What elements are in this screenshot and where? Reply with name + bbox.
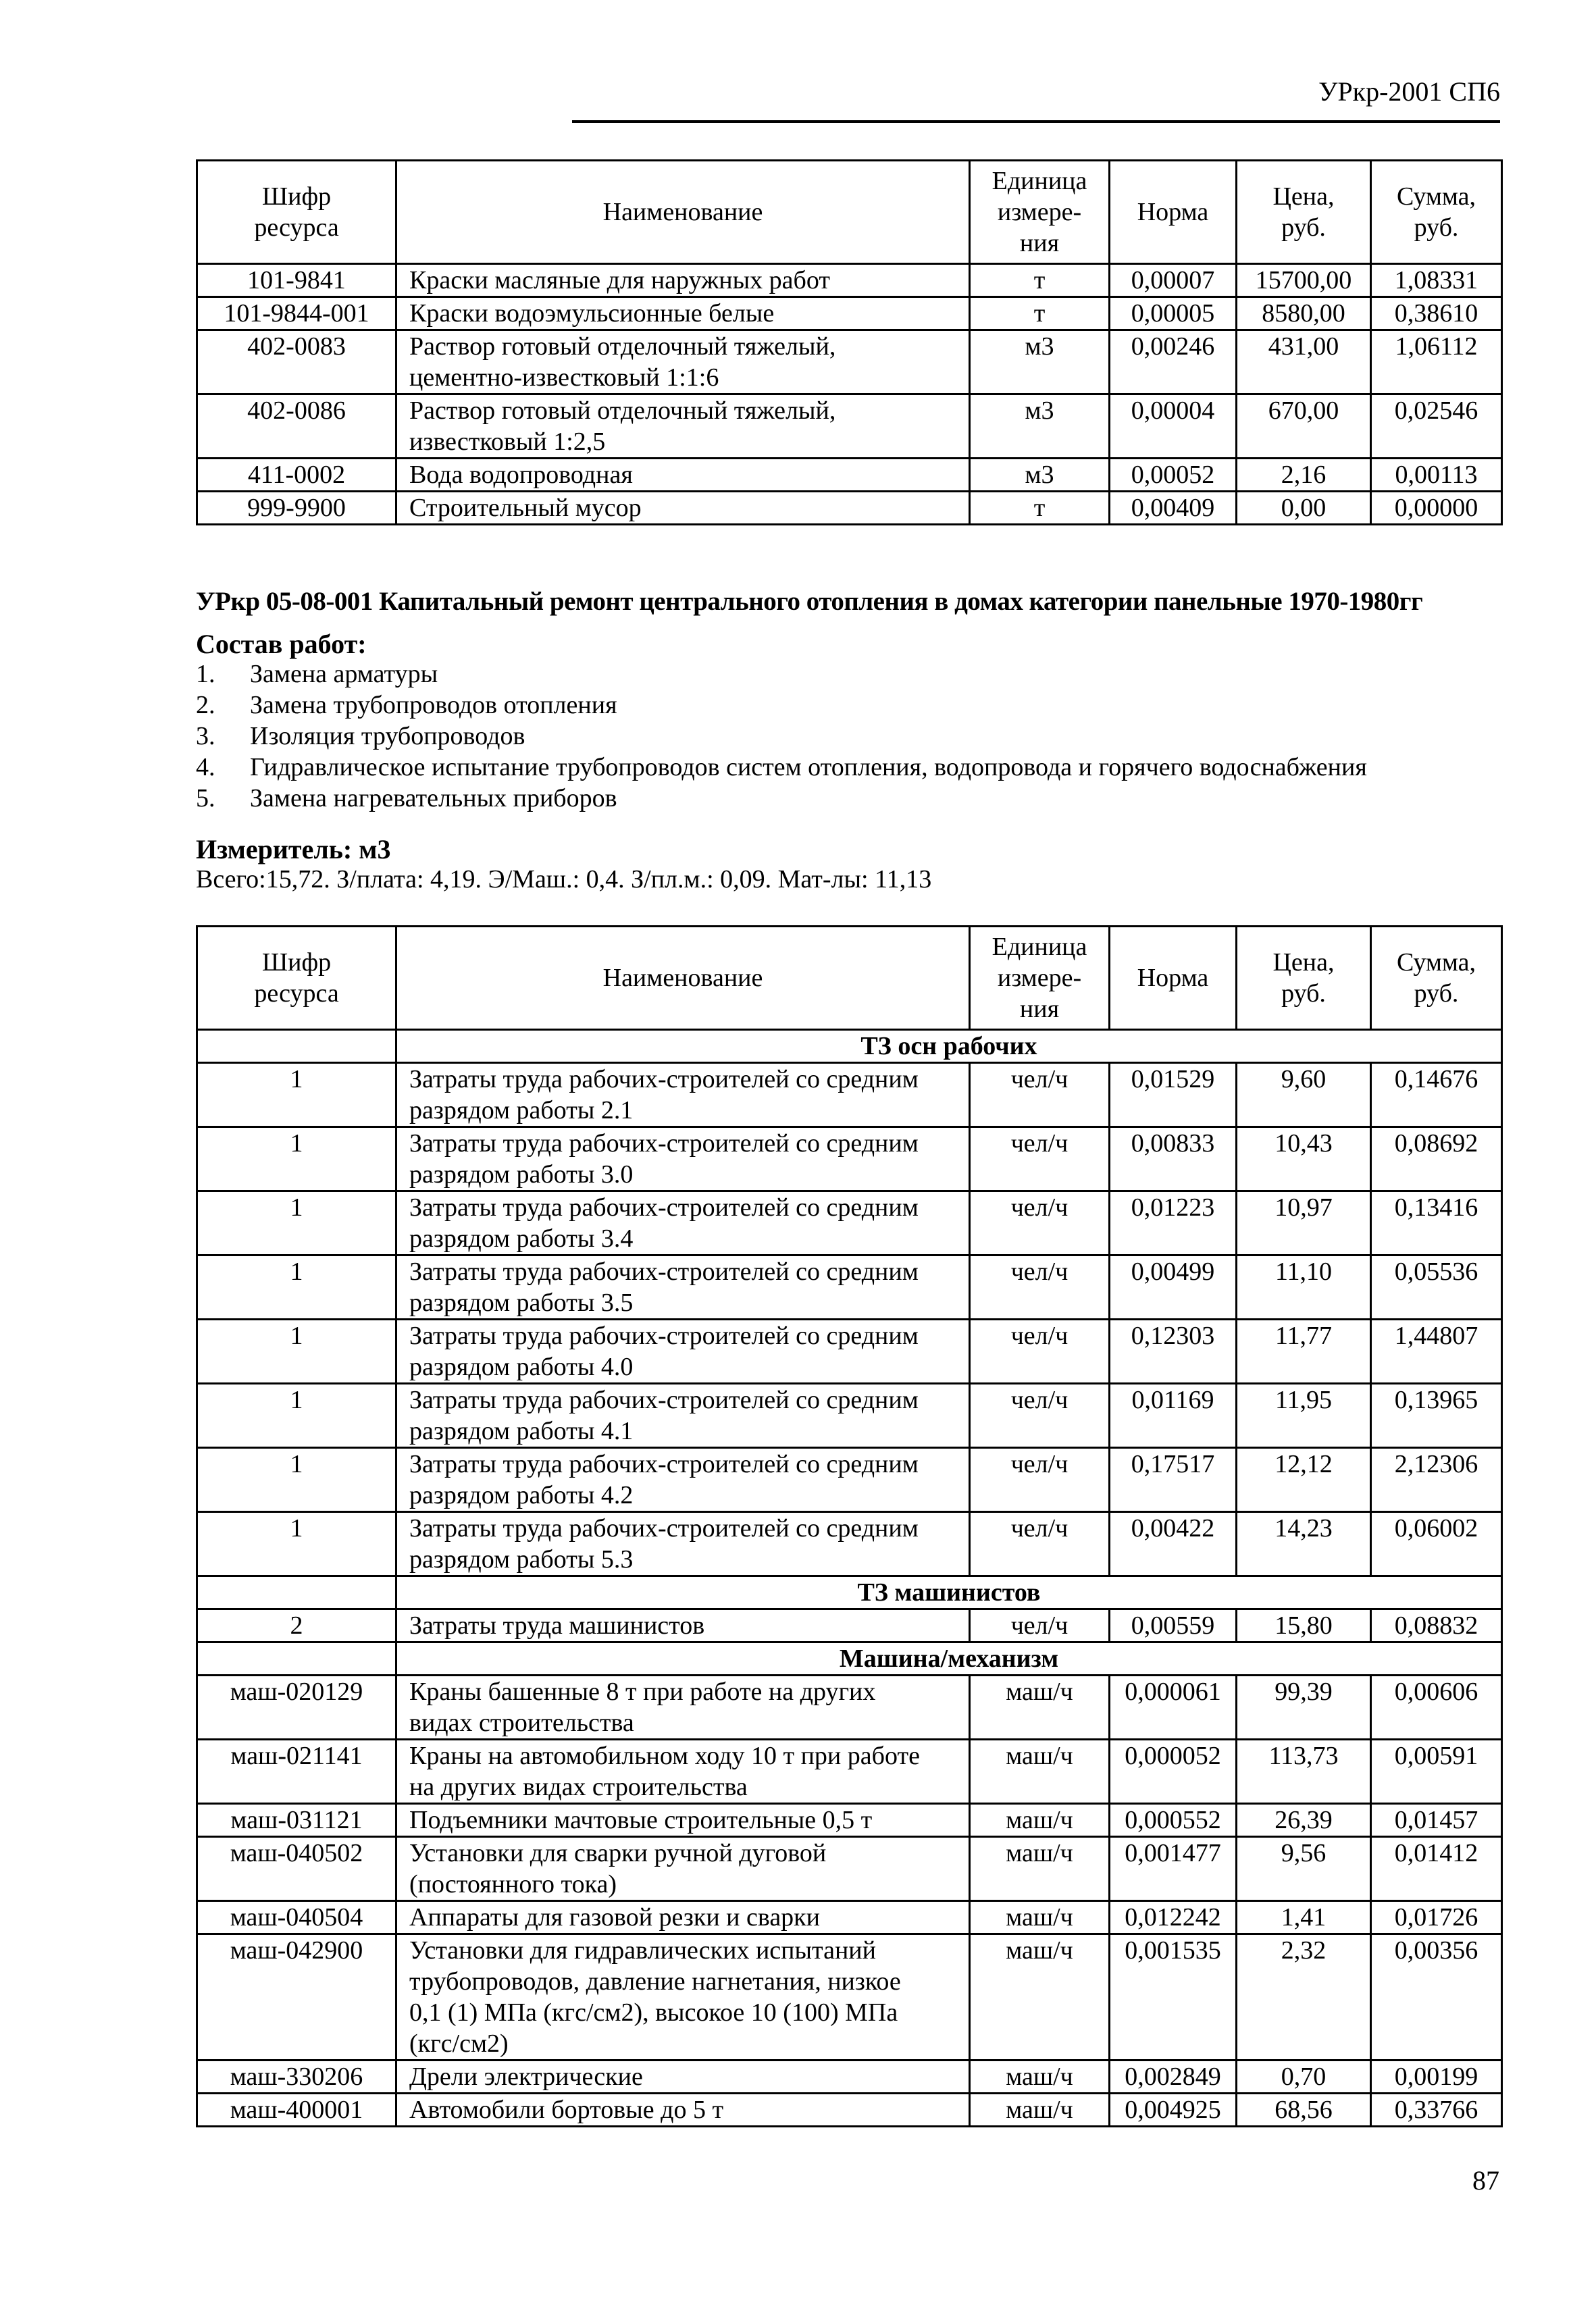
- cell-code: 1: [197, 1448, 396, 1512]
- cell-name: Раствор готовый отделочный тяжелый, цементно-известковый 1:1:6: [396, 330, 970, 394]
- cell-empty: [197, 1642, 396, 1676]
- cell-sum: 0,06002: [1371, 1512, 1502, 1576]
- cell-sum: 0,02546: [1371, 394, 1502, 459]
- cell-norm: 0,001535: [1110, 1934, 1237, 2061]
- work-item-number: 2.: [196, 691, 215, 719]
- column-header-norm: Норма: [1110, 161, 1237, 264]
- resources-table-body: [197, 1030, 1502, 2127]
- cell-unit: маш/ч: [970, 1901, 1110, 1934]
- cell-sum: 0,00199: [1371, 2061, 1502, 2094]
- section-title: УРкр 05-08-001 Капитальный ремонт центрального отопления в домах категории панельные 1970-1980гг: [196, 587, 1423, 616]
- table-row: [197, 1191, 1502, 1255]
- cell-sum: 0,33766: [1371, 2094, 1502, 2127]
- cell-code: маш-042900: [197, 1934, 396, 2061]
- cell-unit: т: [970, 297, 1110, 330]
- cell-norm: 0,12303: [1110, 1320, 1237, 1384]
- cell-unit: чел/ч: [970, 1320, 1110, 1384]
- cell-norm: 0,00004: [1110, 394, 1237, 459]
- table-row: [197, 1740, 1502, 1804]
- cell-code: маш-400001: [197, 2094, 396, 2127]
- cell-sum: 1,08331: [1371, 264, 1502, 297]
- cell-code: 2: [197, 1609, 396, 1642]
- cell-name: Краны башенные 8 т при работе на других видах строительства: [396, 1676, 970, 1740]
- work-item-text: Изоляция трубопроводов: [250, 722, 525, 750]
- cell-name: Затраты труда рабочих-строителей со средним разрядом работы 5.3: [396, 1512, 970, 1576]
- cell-sum: 0,05536: [1371, 1255, 1502, 1320]
- table-row: [197, 264, 1502, 297]
- cell-empty: [197, 1576, 396, 1609]
- cell-sum: 0,08692: [1371, 1127, 1502, 1191]
- work-item: [196, 721, 525, 751]
- work-item: [196, 752, 1367, 782]
- totals-line: Всего:15,72. З/плата: 4,19. Э/Маш.: 0,4. З/пл.м.: 0,09. Мат-лы: 11,13: [196, 865, 932, 893]
- cell-norm: 0,00005: [1110, 297, 1237, 330]
- cell-name: Установки для гидравлических испытаний трубопроводов, давление нагнетания, низкое 0,1 (1) МПа (кгс/см2), высокое 10 (100) МПа (кгс/см2): [396, 1934, 970, 2061]
- cell-price: 2,16: [1237, 459, 1371, 492]
- section-heading: Машина/механизм: [396, 1642, 1502, 1676]
- cell-unit: маш/ч: [970, 1676, 1110, 1740]
- cell-sum: 0,01726: [1371, 1901, 1502, 1934]
- cell-sum: 1,44807: [1371, 1320, 1502, 1384]
- table-row: [197, 330, 1502, 394]
- cell-norm: 0,01223: [1110, 1191, 1237, 1255]
- cell-price: 431,00: [1237, 330, 1371, 394]
- cell-unit: чел/ч: [970, 1191, 1110, 1255]
- cell-sum: 0,00591: [1371, 1740, 1502, 1804]
- materials-table-body: [197, 264, 1502, 525]
- cell-norm: 0,001477: [1110, 1837, 1237, 1901]
- cell-unit: маш/ч: [970, 1740, 1110, 1804]
- cell-norm: 0,00052: [1110, 459, 1237, 492]
- table-row: [197, 1320, 1502, 1384]
- column-header-price: Цена, руб.: [1237, 161, 1371, 264]
- cell-price: 11,77: [1237, 1320, 1371, 1384]
- table-row: [197, 1127, 1502, 1191]
- cell-sum: 0,00356: [1371, 1934, 1502, 2061]
- cell-unit: чел/ч: [970, 1063, 1110, 1127]
- cell-norm: 0,00007: [1110, 264, 1237, 297]
- header-rule: [572, 120, 1500, 123]
- cell-norm: 0,000061: [1110, 1676, 1237, 1740]
- cell-name: Краски водоэмульсионные белые: [396, 297, 970, 330]
- cell-price: 9,56: [1237, 1837, 1371, 1901]
- cell-name: Затраты труда рабочих-строителей со средним разрядом работы 4.1: [396, 1384, 970, 1448]
- meter-label: Измеритель: м3: [196, 834, 391, 864]
- cell-unit: т: [970, 492, 1110, 525]
- cell-code: 1: [197, 1320, 396, 1384]
- works-label: Состав работ:: [196, 629, 367, 659]
- cell-sum: 1,06112: [1371, 330, 1502, 394]
- cell-code: маш-040504: [197, 1901, 396, 1934]
- cell-unit: м3: [970, 330, 1110, 394]
- cell-norm: 0,00559: [1110, 1609, 1237, 1642]
- column-header-unit: Единица измере- ния: [970, 927, 1110, 1030]
- cell-name: Затраты труда рабочих-строителей со средним разрядом работы 4.2: [396, 1448, 970, 1512]
- cell-price: 1,41: [1237, 1901, 1371, 1934]
- column-header-name: Наименование: [396, 927, 970, 1030]
- cell-unit: т: [970, 264, 1110, 297]
- cell-unit: чел/ч: [970, 1255, 1110, 1320]
- cell-norm: 0,004925: [1110, 2094, 1237, 2127]
- table-row: [197, 1804, 1502, 1837]
- table-row: [197, 1384, 1502, 1448]
- cell-unit: маш/ч: [970, 1837, 1110, 1901]
- table-row: [197, 1837, 1502, 1901]
- cell-norm: 0,00422: [1110, 1512, 1237, 1576]
- cell-norm: 0,002849: [1110, 2061, 1237, 2094]
- table-row: [197, 1255, 1502, 1320]
- section-heading: ТЗ машинистов: [396, 1576, 1502, 1609]
- cell-unit: м3: [970, 394, 1110, 459]
- work-item-number: 1.: [196, 660, 215, 688]
- cell-unit: маш/ч: [970, 2061, 1110, 2094]
- cell-unit: маш/ч: [970, 1804, 1110, 1837]
- cell-sum: 0,08832: [1371, 1609, 1502, 1642]
- cell-code: 1: [197, 1063, 396, 1127]
- cell-name: Затраты труда рабочих-строителей со средним разрядом работы 4.0: [396, 1320, 970, 1384]
- cell-name: Подъемники мачтовые строительные 0,5 т: [396, 1804, 970, 1837]
- column-header-price: Цена, руб.: [1237, 927, 1371, 1030]
- cell-price: 15,80: [1237, 1609, 1371, 1642]
- column-header-sum: Сумма, руб.: [1371, 927, 1502, 1030]
- work-item-number: 5.: [196, 784, 215, 812]
- cell-price: 9,60: [1237, 1063, 1371, 1127]
- table-header-row: [197, 927, 1502, 1030]
- cell-name: Строительный мусор: [396, 492, 970, 525]
- cell-name: Затраты труда рабочих-строителей со средним разрядом работы 2.1: [396, 1063, 970, 1127]
- column-header-unit: Единица измере- ния: [970, 161, 1110, 264]
- cell-code: 101-9844-001: [197, 297, 396, 330]
- cell-norm: 0,17517: [1110, 1448, 1237, 1512]
- table-row: [197, 1901, 1502, 1934]
- table-row: [197, 297, 1502, 330]
- work-item-text: Замена трубопроводов отопления: [250, 691, 617, 719]
- work-item-text: Замена арматуры: [250, 660, 438, 688]
- column-header-code: Шифр ресурса: [197, 161, 396, 264]
- cell-sum: 0,00000: [1371, 492, 1502, 525]
- cell-norm: 0,000052: [1110, 1740, 1237, 1804]
- cell-sum: 0,13416: [1371, 1191, 1502, 1255]
- cell-name: Аппараты для газовой резки и сварки: [396, 1901, 970, 1934]
- cell-price: 11,95: [1237, 1384, 1371, 1448]
- cell-code: 1: [197, 1191, 396, 1255]
- column-header-norm: Норма: [1110, 927, 1237, 1030]
- cell-name: Краски масляные для наружных работ: [396, 264, 970, 297]
- section-row: [197, 1030, 1502, 1063]
- cell-name: Затраты труда рабочих-строителей со средним разрядом работы 3.5: [396, 1255, 970, 1320]
- cell-unit: чел/ч: [970, 1512, 1110, 1576]
- resources-table: [196, 925, 1503, 2127]
- table-row: [197, 2094, 1502, 2127]
- work-item: [196, 659, 438, 689]
- table-row: [197, 2061, 1502, 2094]
- cell-sum: 0,14676: [1371, 1063, 1502, 1127]
- table-row: [197, 1512, 1502, 1576]
- table-row: [197, 459, 1502, 492]
- cell-name: Затраты труда рабочих-строителей со средним разрядом работы 3.4: [396, 1191, 970, 1255]
- cell-code: маш-330206: [197, 2061, 396, 2094]
- column-header-sum: Сумма, руб.: [1371, 161, 1502, 264]
- cell-name: Установки для сварки ручной дуговой (постоянного тока): [396, 1837, 970, 1901]
- cell-price: 8580,00: [1237, 297, 1371, 330]
- cell-name: Затраты труда машинистов: [396, 1609, 970, 1642]
- cell-sum: 0,01457: [1371, 1804, 1502, 1837]
- cell-name: Вода водопроводная: [396, 459, 970, 492]
- cell-code: 999-9900: [197, 492, 396, 525]
- cell-norm: 0,01529: [1110, 1063, 1237, 1127]
- section-row: [197, 1576, 1502, 1609]
- cell-code: 402-0086: [197, 394, 396, 459]
- table-row: [197, 1676, 1502, 1740]
- cell-code: 411-0002: [197, 459, 396, 492]
- work-item: [196, 690, 617, 720]
- cell-sum: 0,38610: [1371, 297, 1502, 330]
- cell-unit: чел/ч: [970, 1609, 1110, 1642]
- cell-code: 402-0083: [197, 330, 396, 394]
- table-row: [197, 1934, 1502, 2061]
- section-row: [197, 1642, 1502, 1676]
- cell-price: 2,32: [1237, 1934, 1371, 2061]
- cell-name: Раствор готовый отделочный тяжелый, известковый 1:2,5: [396, 394, 970, 459]
- cell-price: 670,00: [1237, 394, 1371, 459]
- cell-price: 0,70: [1237, 2061, 1371, 2094]
- cell-price: 99,39: [1237, 1676, 1371, 1740]
- cell-unit: м3: [970, 459, 1110, 492]
- cell-name: Затраты труда рабочих-строителей со средним разрядом работы 3.0: [396, 1127, 970, 1191]
- cell-price: 113,73: [1237, 1740, 1371, 1804]
- cell-code: 101-9841: [197, 264, 396, 297]
- cell-unit: чел/ч: [970, 1127, 1110, 1191]
- table-header-row: [197, 161, 1502, 264]
- cell-code: маш-020129: [197, 1676, 396, 1740]
- cell-price: 26,39: [1237, 1804, 1371, 1837]
- cell-price: 14,23: [1237, 1512, 1371, 1576]
- document-code: УРкр-2001 СП6: [1318, 76, 1500, 107]
- cell-price: 15700,00: [1237, 264, 1371, 297]
- cell-code: маш-021141: [197, 1740, 396, 1804]
- work-item-text: Замена нагревательных приборов: [250, 784, 617, 812]
- cell-price: 68,56: [1237, 2094, 1371, 2127]
- work-item-number: 4.: [196, 753, 215, 781]
- cell-unit: маш/ч: [970, 2094, 1110, 2127]
- cell-unit: маш/ч: [970, 1934, 1110, 2061]
- cell-norm: 0,00499: [1110, 1255, 1237, 1320]
- cell-sum: 0,13965: [1371, 1384, 1502, 1448]
- cell-code: 1: [197, 1384, 396, 1448]
- cell-norm: 0,012242: [1110, 1901, 1237, 1934]
- cell-sum: 0,00113: [1371, 459, 1502, 492]
- table-row: [197, 1448, 1502, 1512]
- cell-empty: [197, 1030, 396, 1063]
- cell-unit: чел/ч: [970, 1384, 1110, 1448]
- work-item: [196, 783, 617, 813]
- table-row: [197, 394, 1502, 459]
- work-item-number: 3.: [196, 722, 215, 750]
- cell-norm: 0,000552: [1110, 1804, 1237, 1837]
- cell-code: 1: [197, 1512, 396, 1576]
- table-row: [197, 1063, 1502, 1127]
- work-item-text: Гидравлическое испытание трубопроводов систем отопления, водопровода и горячего водоснабжения: [250, 753, 1367, 781]
- cell-price: 0,00: [1237, 492, 1371, 525]
- column-header-name: Наименование: [396, 161, 970, 264]
- cell-price: 10,97: [1237, 1191, 1371, 1255]
- cell-price: 12,12: [1237, 1448, 1371, 1512]
- cell-name: Краны на автомобильном ходу 10 т при работе на других видах строительства: [396, 1740, 970, 1804]
- page-number: 87: [1472, 2165, 1499, 2196]
- cell-sum: 0,01412: [1371, 1837, 1502, 1901]
- cell-norm: 0,00833: [1110, 1127, 1237, 1191]
- cell-code: маш-040502: [197, 1837, 396, 1901]
- section-heading: ТЗ осн рабочих: [396, 1030, 1502, 1063]
- cell-unit: чел/ч: [970, 1448, 1110, 1512]
- cell-code: маш-031121: [197, 1804, 396, 1837]
- cell-norm: 0,00246: [1110, 330, 1237, 394]
- cell-price: 11,10: [1237, 1255, 1371, 1320]
- materials-table: [196, 159, 1503, 525]
- column-header-code: Шифр ресурса: [197, 927, 396, 1030]
- cell-code: 1: [197, 1255, 396, 1320]
- cell-sum: 0,00606: [1371, 1676, 1502, 1740]
- table-row: [197, 1609, 1502, 1642]
- cell-sum: 2,12306: [1371, 1448, 1502, 1512]
- cell-price: 10,43: [1237, 1127, 1371, 1191]
- cell-name: Автомобили бортовые до 5 т: [396, 2094, 970, 2127]
- table-row: [197, 492, 1502, 525]
- cell-code: 1: [197, 1127, 396, 1191]
- cell-name: Дрели электрические: [396, 2061, 970, 2094]
- cell-norm: 0,01169: [1110, 1384, 1237, 1448]
- cell-norm: 0,00409: [1110, 492, 1237, 525]
